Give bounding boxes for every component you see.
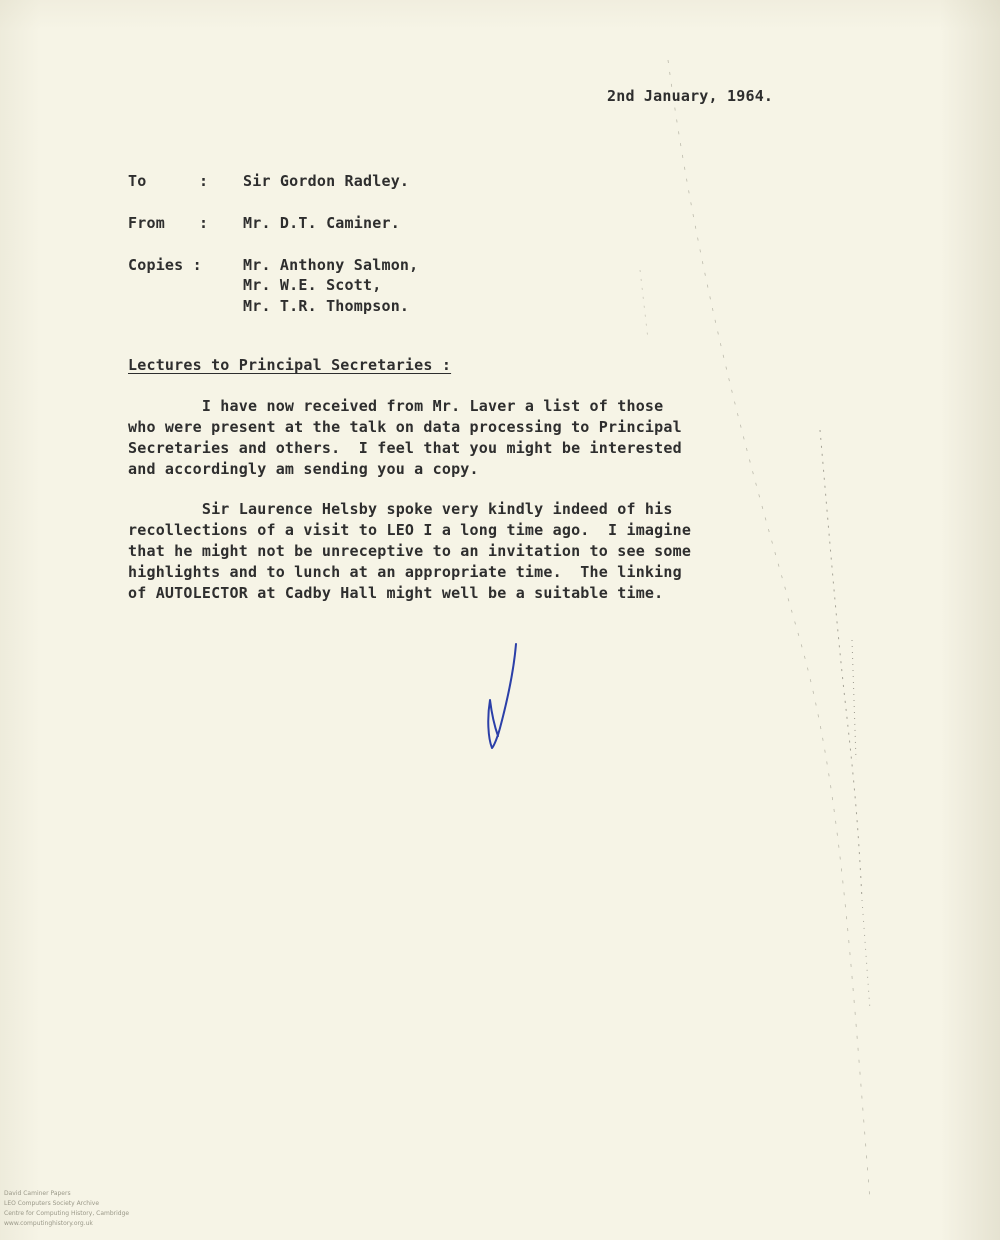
paragraph-2-line: Sir Laurence Helsby spoke very kindly indeed of his [128, 500, 673, 518]
to-colon: : [199, 172, 209, 190]
archive-footer-line: Centre for Computing History, Cambridge [4, 1210, 130, 1217]
paragraph-2-line: recollections of a visit to LEO I a long time ago. I imagine [128, 521, 692, 539]
copies-label: Copies : [128, 256, 202, 274]
paragraph-1-line: and accordingly am sending you a copy. [128, 460, 479, 478]
paragraph-2-line: that he might not be unreceptive to an invitation to see some [128, 542, 692, 560]
to-label: To [128, 172, 147, 190]
signature-initials [478, 638, 538, 758]
copies-recipient: Mr. W.E. Scott, [243, 276, 382, 294]
from-label: From [128, 214, 165, 232]
copies-recipient: Mr. T.R. Thompson. [243, 297, 410, 315]
paragraph-1-line: I have now received from Mr. Laver a list of those [128, 397, 664, 415]
archive-footer-line: www.computinghistory.org.uk [4, 1220, 93, 1227]
copies-recipient: Mr. Anthony Salmon, [243, 256, 419, 274]
paragraph-2-line: highlights and to lunch at an appropriate time. The linking [128, 563, 682, 581]
archive-footer-line: LEO Computers Society Archive [4, 1200, 100, 1207]
paragraph-2-line: of AUTOLECTOR at Cadby Hall might well be a suitable time. [128, 584, 664, 602]
from-sender: Mr. D.T. Caminer. [243, 214, 400, 232]
archive-footer-line: David Caminer Papers [4, 1190, 71, 1197]
to-recipient: Sir Gordon Radley. [243, 172, 410, 190]
subject-heading: Lectures to Principal Secretaries : [128, 356, 452, 374]
paragraph-1-line: who were present at the talk on data processing to Principal [128, 418, 682, 436]
letter-date: 2nd January, 1964. [607, 87, 774, 105]
from-colon: : [199, 214, 209, 232]
paragraph-1-line: Secretaries and others. I feel that you might be interested [128, 439, 682, 457]
